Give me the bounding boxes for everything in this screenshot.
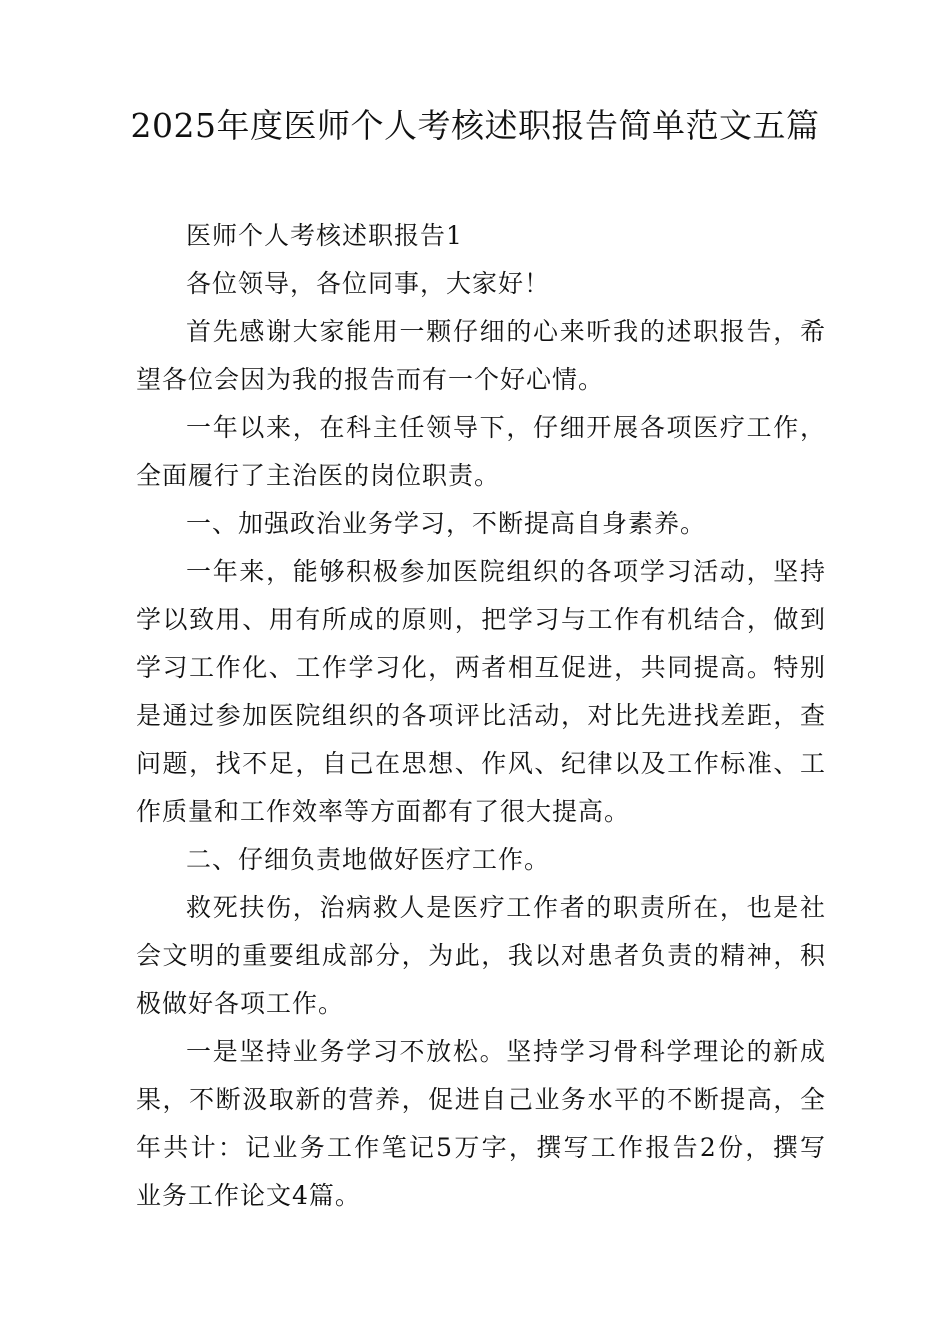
greeting-paragraph: 各位领导，各位同事，大家好！ [186, 269, 551, 298]
section-heading-study: 一、加强政治业务学习，不断提高自身素养。 [186, 509, 707, 538]
report-heading: 医师个人考核述职报告1 [186, 221, 463, 250]
study-paragraph: 一年来，能够积极参加医院组织的各项学习活动，坚持 学以致用、用有所成的原则，把学习与工作有机结合，做到 学习工作化、工作学习化，两者相互促进，共同提高。特别 是通过参加医院组织的各项评比活动，对比先进找差距，查 问题，找不足，自己在思想、作风、纪律以及工作标准、工 作质量和工作效率等方面都有了很大提高。 [136, 557, 826, 826]
document-title: 2025年度医师个人考核述职报告简单范文五篇 [130, 106, 820, 145]
section-heading-medical-work: 二、仔细负责地做好医疗工作。 [186, 845, 551, 874]
learning-results-paragraph: 一是坚持业务学习不放松。坚持学习骨科学理论的新成果，不断汲取新的营养，促进自己业务水平的不断提高，全 年共计：记业务工作笔记5万字，撰写工作报告2份，撰写 业务工作论文4篇。 [136, 1037, 826, 1210]
overview-paragraph: 一年以来，在科主任领导下，仔细开展各项医疗工作， 全面履行了主治医的岗位职责。 [136, 413, 826, 490]
intro-paragraph: 首先感谢大家能用一颗仔细的心来听我的述职报告，希 望各位会因为我的报告而有一个好心情。 [136, 317, 826, 394]
medical-work-paragraph: 救死扶伤，治病救人是医疗工作者的职责所在，也是社 会文明的重要组成部分，为此，我以对患者负责的精神，积 极做好各项工作。 [136, 893, 826, 1018]
document-body [136, 212, 826, 1220]
